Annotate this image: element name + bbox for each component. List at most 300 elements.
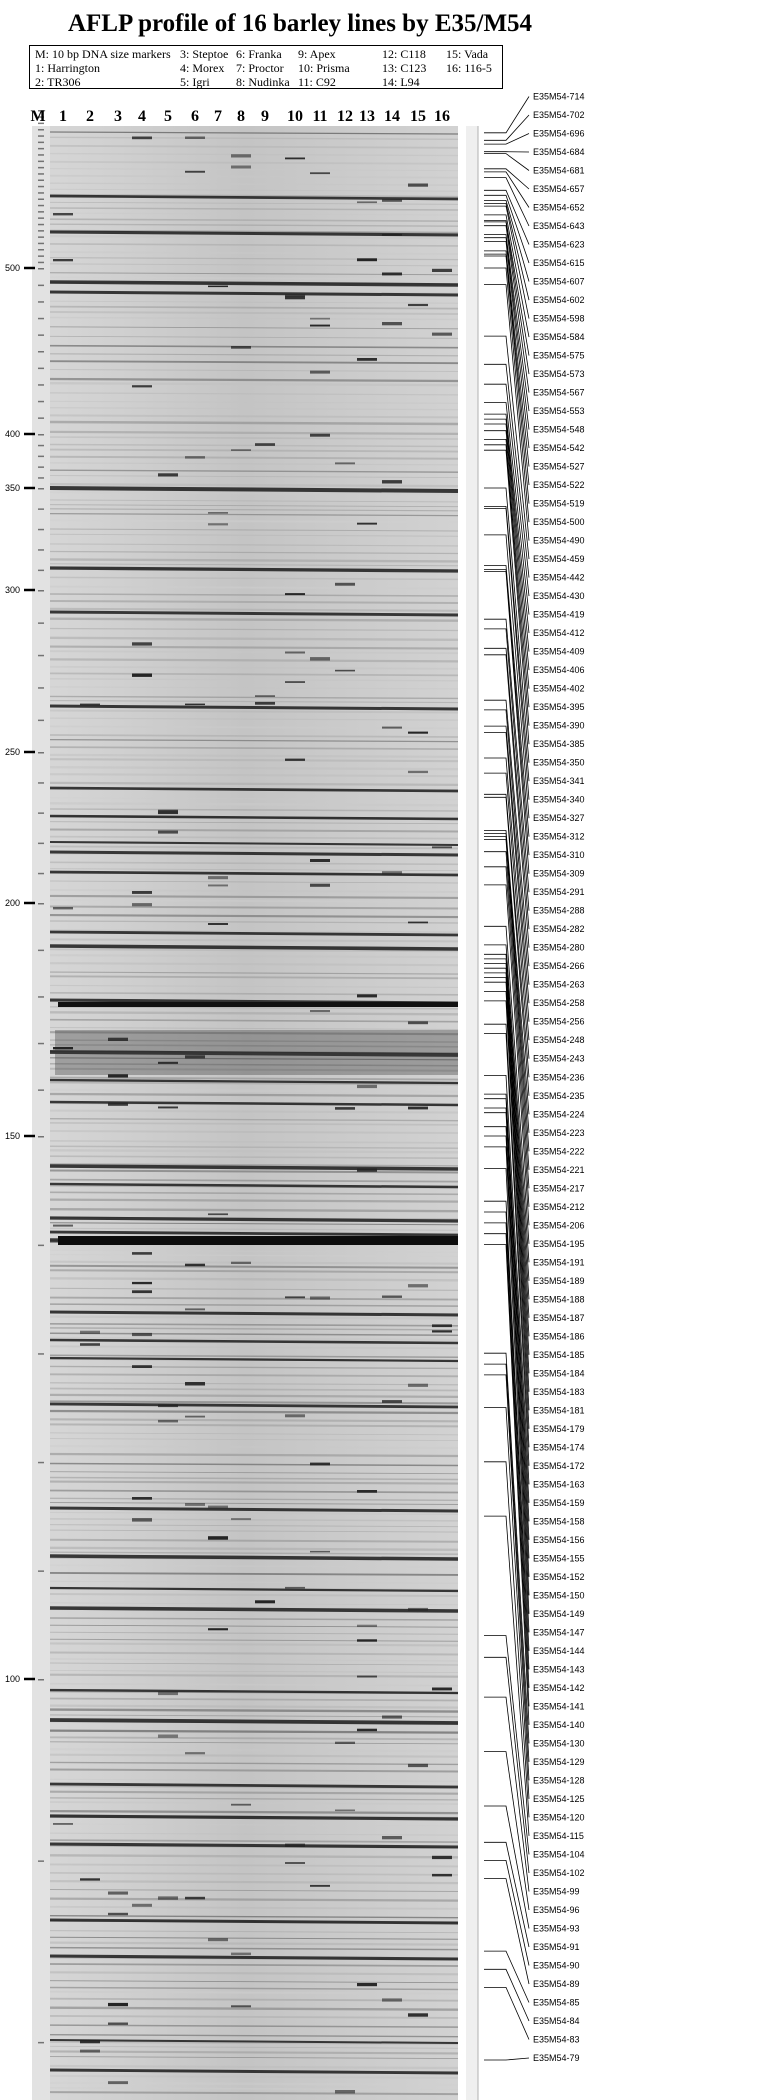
polymorphic-band	[132, 642, 152, 645]
marker-label: E35M54-702	[533, 110, 585, 120]
ladder-band	[38, 1245, 44, 1247]
polymorphic-band	[231, 1262, 251, 1264]
lane-label: 4	[138, 108, 146, 125]
polymorphic-band	[208, 1213, 228, 1215]
lane-label: 10	[287, 108, 303, 125]
polymorphic-band	[310, 1010, 330, 1012]
polymorphic-band	[108, 1038, 128, 1041]
lane-label: 16	[434, 108, 450, 125]
marker-label: E35M54-84	[533, 2016, 580, 2026]
marker-label: E35M54-696	[533, 128, 585, 139]
polymorphic-band	[357, 1085, 377, 1088]
ladder-band	[38, 186, 44, 188]
polymorphic-band	[132, 1252, 152, 1255]
marker-label: E35M54-99	[533, 1886, 580, 1897]
ladder-band	[38, 301, 44, 303]
marker-label: E35M54-310	[533, 850, 585, 861]
size-tick-label: 500	[4, 263, 20, 273]
polymorphic-band	[158, 1692, 178, 1695]
marker-connector	[484, 2058, 529, 2060]
marker-label: E35M54-120	[533, 1812, 585, 1823]
ladder-band	[38, 1570, 44, 1572]
marker-label: E35M54-89	[533, 1979, 580, 1989]
polymorphic-band	[310, 434, 330, 437]
ladder-band	[38, 1860, 44, 1862]
ladder-band	[38, 224, 44, 226]
ladder-band	[38, 812, 44, 814]
marker-label: E35M54-341	[533, 776, 585, 787]
marker-label: E35M54-163	[533, 1479, 585, 1490]
marker-label: E35M54-179	[533, 1423, 585, 1434]
marker-label: E35M54-402	[533, 683, 585, 694]
size-tick-label: 100	[4, 1674, 20, 1684]
ladder-band	[38, 262, 44, 264]
marker-label: E35M54-221	[533, 1164, 585, 1175]
polymorphic-band	[208, 923, 228, 925]
polymorphic-band	[432, 1874, 452, 1877]
legend-entry: 5: Igri	[180, 75, 210, 89]
polymorphic-band	[408, 1608, 428, 1611]
polymorphic-band	[108, 1892, 128, 1895]
ladder-band	[38, 161, 44, 163]
polymorphic-band	[80, 2040, 100, 2044]
marker-label: E35M54-85	[533, 1997, 580, 2008]
ladder-band	[38, 950, 44, 952]
ladder-band	[38, 720, 44, 722]
marker-label: E35M54-542	[533, 443, 585, 454]
marker-label: E35M54-519	[533, 498, 585, 509]
ladder-band	[38, 2042, 44, 2044]
legend-entry: 10: Prisma	[298, 61, 350, 75]
polymorphic-band	[285, 294, 305, 296]
ladder-band	[38, 1462, 44, 1464]
marker-label: E35M54-236	[533, 1072, 585, 1083]
polymorphic-band	[285, 158, 305, 160]
polymorphic-band	[132, 903, 152, 906]
polymorphic-band	[310, 657, 330, 661]
polymorphic-band	[357, 1676, 377, 1678]
marker-connector	[484, 97, 529, 133]
marker-label: E35M54-141	[533, 1701, 585, 1712]
ladder-band	[38, 1043, 44, 1045]
marker-label: E35M54-191	[533, 1257, 585, 1268]
marker-label: E35M54-206	[533, 1220, 585, 1231]
polymorphic-band	[310, 1885, 330, 1887]
marker-label: E35M54-156	[533, 1534, 585, 1545]
marker-label: E35M54-684	[533, 147, 585, 157]
lane-label: 6	[191, 108, 199, 125]
polymorphic-band	[185, 137, 205, 140]
marker-label: E35M54-184	[533, 1368, 585, 1379]
marker-label: E35M54-129	[533, 1756, 585, 1767]
polymorphic-band	[231, 154, 251, 157]
polymorphic-band	[185, 1382, 205, 1386]
ladder-band	[38, 255, 44, 257]
polymorphic-band	[132, 1518, 152, 1522]
ladder-band	[38, 318, 44, 320]
polymorphic-band	[231, 1953, 251, 1956]
polymorphic-band	[132, 1333, 152, 1336]
polymorphic-band	[231, 166, 251, 169]
polymorphic-band	[185, 704, 205, 706]
ladder-band	[38, 466, 44, 468]
polymorphic-band	[310, 325, 330, 327]
polymorphic-band	[357, 258, 377, 261]
ladder-band	[38, 903, 44, 905]
polymorphic-band	[255, 695, 275, 697]
polymorphic-band	[53, 1047, 73, 1049]
polymorphic-band	[335, 583, 355, 586]
marker-label: E35M54-263	[533, 979, 585, 990]
marker-label: E35M54-623	[533, 239, 585, 250]
polymorphic-band	[132, 385, 152, 387]
marker-label: E35M54-91	[533, 1942, 580, 1952]
ladder-band	[38, 243, 44, 245]
polymorphic-band	[382, 1998, 402, 2001]
ladder-band	[38, 142, 44, 144]
marker-labels	[484, 92, 585, 2064]
ladder-band	[38, 268, 44, 270]
marker-label: E35M54-681	[533, 165, 585, 176]
marker-label: E35M54-442	[533, 572, 585, 583]
polymorphic-band	[132, 1904, 152, 1907]
marker-label: E35M54-83	[533, 2034, 580, 2045]
polymorphic-band	[285, 652, 305, 654]
size-tick-label: 150	[4, 1131, 20, 1141]
marker-connector	[484, 1860, 529, 1965]
ladder-band	[38, 180, 44, 182]
polymorphic-band	[208, 1536, 228, 1540]
legend-entry: M: 10 bp DNA size markers	[35, 47, 171, 61]
marker-label: E35M54-553	[533, 406, 585, 417]
marker-label: E35M54-548	[533, 424, 585, 435]
ladder-band	[38, 230, 44, 232]
marker-label: E35M54-140	[533, 1719, 585, 1730]
polymorphic-band	[432, 1330, 452, 1332]
polymorphic-band	[158, 812, 178, 815]
marker-label: E35M54-235	[533, 1090, 585, 1101]
ladder-band	[38, 351, 44, 353]
polymorphic-band	[185, 1897, 205, 1900]
polymorphic-band	[132, 1497, 152, 1500]
legend-entry: 3: Steptoe	[180, 47, 229, 61]
polymorphic-band	[432, 269, 452, 272]
marker-label: E35M54-406	[533, 665, 585, 676]
ladder-band	[38, 417, 44, 419]
polymorphic-band	[132, 1290, 152, 1293]
polymorphic-band	[80, 1331, 100, 1334]
polymorphic-band	[310, 1297, 330, 1300]
marker-label: E35M54-288	[533, 905, 585, 916]
marker-label: E35M54-181	[533, 1405, 585, 1416]
polymorphic-band	[357, 1639, 377, 1641]
marker-label: E35M54-409	[533, 646, 585, 657]
legend-entry: 16: 116-5	[446, 61, 492, 75]
marker-label: E35M54-189	[533, 1275, 585, 1286]
legend-entry: 14: L94	[382, 75, 420, 89]
polymorphic-band	[53, 259, 73, 261]
ladder-band	[38, 782, 44, 784]
marker-label: E35M54-248	[533, 1035, 585, 1046]
gel-band-strong	[58, 1236, 458, 1245]
ladder-band	[38, 529, 44, 531]
ladder-band	[38, 401, 44, 403]
marker-label: E35M54-312	[533, 831, 585, 842]
polymorphic-band	[357, 201, 377, 203]
polymorphic-band	[335, 462, 355, 464]
lane-label: 11	[312, 108, 328, 125]
ladder-band	[38, 622, 44, 624]
marker-label: E35M54-390	[533, 720, 585, 731]
polymorphic-band	[208, 512, 228, 514]
gel-band-strong	[58, 1002, 458, 1007]
polymorphic-band	[310, 371, 330, 374]
size-tick-label: 350	[4, 483, 20, 493]
marker-label: E35M54-309	[533, 868, 585, 879]
polymorphic-band	[158, 1735, 178, 1738]
marker-connector	[484, 285, 529, 541]
polymorphic-band	[80, 704, 100, 706]
marker-label: E35M54-598	[533, 313, 585, 324]
polymorphic-band	[108, 1074, 128, 1077]
ladder-band	[38, 687, 44, 689]
size-tick-label: 200	[4, 898, 20, 908]
polymorphic-band	[382, 199, 402, 202]
polymorphic-band	[53, 1225, 73, 1227]
polymorphic-band	[185, 171, 205, 173]
ladder-band	[38, 1353, 44, 1355]
polymorphic-band	[357, 1168, 377, 1171]
marker-connector	[484, 1951, 529, 2002]
marker-label: E35M54-93	[533, 1923, 580, 1934]
ladder-band	[38, 217, 44, 219]
polymorphic-band	[408, 1284, 428, 1287]
marker-label: E35M54-212	[533, 1201, 585, 1212]
polymorphic-band	[335, 1107, 355, 1110]
polymorphic-band	[132, 891, 152, 894]
polymorphic-band	[208, 523, 228, 525]
ladder-band	[38, 1089, 44, 1091]
polymorphic-band	[357, 523, 377, 525]
marker-connector	[484, 268, 529, 522]
lane-label: 12	[337, 108, 353, 125]
marker-label: E35M54-155	[533, 1553, 585, 1564]
gel-edge	[466, 126, 478, 2100]
legend-entry: 4: Morex	[180, 61, 225, 75]
ladder-band	[38, 249, 44, 251]
polymorphic-band	[231, 346, 251, 349]
ladder-band	[38, 1136, 44, 1138]
marker-label: E35M54-385	[533, 739, 585, 750]
marker-label: E35M54-573	[533, 369, 585, 380]
ladder-band	[38, 199, 44, 201]
polymorphic-band	[80, 2050, 100, 2053]
marker-label: E35M54-243	[533, 1053, 585, 1064]
marker-lane-background	[32, 126, 50, 2100]
polymorphic-band	[432, 1688, 452, 1691]
marker-label: E35M54-174	[533, 1442, 585, 1453]
polymorphic-band	[335, 1810, 355, 1812]
marker-label: E35M54-185	[533, 1349, 585, 1360]
polymorphic-band	[53, 1823, 73, 1825]
polymorphic-band	[382, 480, 402, 483]
polymorphic-band	[285, 1844, 305, 1847]
marker-label: E35M54-459	[533, 554, 585, 565]
marker-label: E35M54-327	[533, 813, 585, 824]
gel-image	[32, 110, 478, 2100]
polymorphic-band	[208, 876, 228, 879]
marker-label: E35M54-340	[533, 794, 585, 805]
polymorphic-band	[310, 318, 330, 320]
ladder-band	[38, 488, 44, 490]
ladder-band	[38, 570, 44, 572]
legend-entry: 15: Vada	[446, 47, 489, 61]
polymorphic-band	[432, 1324, 452, 1327]
marker-label: E35M54-96	[533, 1905, 580, 1915]
polymorphic-band	[231, 449, 251, 451]
polymorphic-band	[108, 2023, 128, 2025]
polymorphic-band	[285, 1296, 305, 1298]
marker-label: E35M54-125	[533, 1793, 585, 1804]
marker-label: E35M54-412	[533, 628, 585, 639]
legend-entry: 11: C92	[298, 75, 336, 89]
polymorphic-band	[357, 1625, 377, 1627]
ladder-band	[38, 477, 44, 479]
ladder-band	[38, 873, 44, 875]
lane-label: 9	[261, 108, 269, 125]
ladder-band	[38, 445, 44, 447]
lane-label: 1	[59, 108, 67, 125]
legend-entry: 7: Proctor	[236, 61, 284, 75]
marker-label: E35M54-280	[533, 942, 585, 953]
lane-label: 15	[410, 108, 426, 125]
marker-label: E35M54-183	[533, 1386, 585, 1397]
polymorphic-band	[158, 1896, 178, 1899]
lane-label: 2	[86, 108, 94, 125]
polymorphic-band	[185, 1055, 205, 1058]
marker-label: E35M54-152	[533, 1571, 585, 1582]
marker-label: E35M54-115	[533, 1830, 584, 1841]
ladder-band	[38, 368, 44, 370]
polymorphic-band	[255, 702, 275, 705]
ladder-band	[38, 192, 44, 194]
marker-label: E35M54-147	[533, 1627, 585, 1638]
ladder-band	[38, 752, 44, 754]
marker-label: E35M54-643	[533, 221, 585, 231]
polymorphic-band	[108, 2081, 128, 2084]
ladder-band	[38, 384, 44, 386]
marker-label: E35M54-217	[533, 1183, 585, 1194]
marker-label: E35M54-223	[533, 1127, 585, 1138]
polymorphic-band	[408, 1764, 428, 1767]
polymorphic-band	[357, 994, 377, 997]
polymorphic-band	[382, 1400, 402, 1403]
ladder-band	[38, 590, 44, 592]
ladder-band	[38, 205, 44, 207]
polymorphic-band	[285, 296, 305, 299]
polymorphic-band	[185, 1752, 205, 1754]
gel-smear	[55, 1030, 458, 1075]
polymorphic-band	[382, 1716, 402, 1719]
legend-entry: 9: Apex	[298, 47, 336, 61]
ladder-band	[38, 996, 44, 998]
legend-entry: 1: Harrington	[35, 61, 100, 75]
figure-title: AFLP profile of 16 barley lines by E35/M54	[67, 10, 533, 37]
polymorphic-band	[382, 871, 402, 874]
polymorphic-band	[310, 859, 330, 862]
marker-connector	[484, 1806, 529, 1929]
polymorphic-band	[208, 885, 228, 887]
polymorphic-band	[357, 358, 377, 361]
polymorphic-band	[285, 1862, 305, 1864]
marker-label: E35M54-188	[533, 1294, 585, 1305]
marker-label: E35M54-142	[533, 1682, 585, 1693]
marker-label: E35M54-187	[533, 1312, 585, 1323]
polymorphic-band	[357, 1490, 377, 1493]
polymorphic-band	[310, 884, 330, 887]
polymorphic-band	[335, 1742, 355, 1744]
ladder-band	[38, 655, 44, 657]
ladder-band	[38, 549, 44, 551]
polymorphic-band	[53, 213, 73, 215]
size-tick-label: 400	[4, 429, 20, 439]
marker-connector	[484, 154, 529, 171]
polymorphic-band	[208, 1628, 228, 1630]
lane-label: 7	[214, 108, 222, 125]
polymorphic-band	[432, 333, 452, 336]
polymorphic-band	[310, 172, 330, 174]
marker-label: E35M54-150	[533, 1590, 585, 1601]
marker-label: E35M54-104	[533, 1849, 585, 1860]
marker-connector	[484, 1969, 529, 2021]
size-tick-label: 250	[4, 747, 20, 757]
polymorphic-band	[108, 1103, 128, 1106]
marker-label: E35M54-714	[533, 91, 585, 102]
marker-label: E35M54-256	[533, 1016, 585, 1027]
polymorphic-band	[158, 473, 178, 476]
marker-label: E35M54-90	[533, 1960, 580, 1971]
lane-label: 5	[164, 108, 172, 125]
marker-label: E35M54-258	[533, 998, 585, 1009]
ladder-band	[38, 508, 44, 510]
marker-label: E35M54-158	[533, 1516, 585, 1527]
polymorphic-band	[158, 1107, 178, 1109]
marker-label: E35M54-195	[533, 1238, 585, 1249]
polymorphic-band	[408, 304, 428, 306]
polymorphic-band	[132, 1365, 152, 1368]
polymorphic-band	[158, 1062, 178, 1064]
polymorphic-band	[408, 2013, 428, 2016]
marker-label: E35M54-430	[533, 591, 585, 602]
lane-label: M	[30, 108, 46, 125]
marker-label: E35M54-350	[533, 757, 585, 768]
polymorphic-band	[432, 846, 452, 848]
polymorphic-band	[285, 1587, 305, 1589]
ladder-band	[38, 1679, 44, 1681]
marker-label: E35M54-602	[533, 295, 585, 306]
polymorphic-band	[231, 2005, 251, 2007]
marker-label: E35M54-652	[533, 202, 585, 213]
polymorphic-band	[132, 674, 152, 677]
ladder-band	[38, 173, 44, 175]
polymorphic-band	[357, 1729, 377, 1732]
marker-label: E35M54-143	[533, 1664, 585, 1675]
marker-label: E35M54-527	[533, 461, 585, 472]
ladder-band	[38, 154, 44, 156]
polymorphic-band	[382, 273, 402, 276]
lane-label: 13	[359, 108, 375, 125]
marker-label: E35M54-490	[533, 535, 585, 546]
